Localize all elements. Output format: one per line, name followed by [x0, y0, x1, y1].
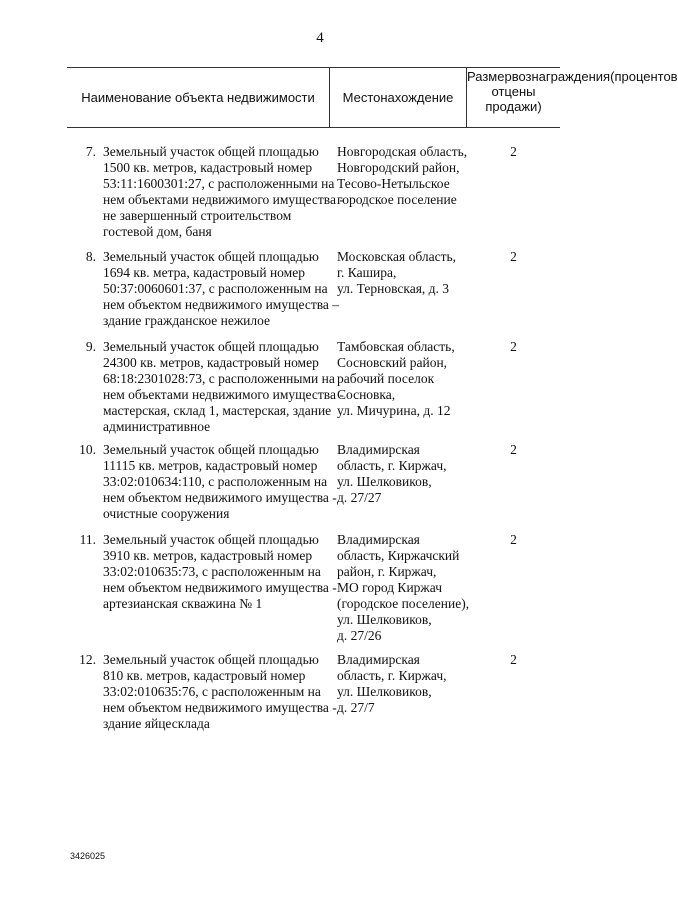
row-number: 10.: [79, 442, 96, 457]
page-number: 4: [316, 30, 324, 46]
text-line: д. 27/7: [337, 700, 375, 715]
object-description: [103, 442, 337, 522]
fee-percent: 2: [510, 532, 517, 547]
text-line: мастерская, склад 1, мастерская, здание: [103, 403, 332, 418]
object-location: [337, 652, 472, 716]
text-line: Владимирская: [337, 532, 420, 547]
text-line: ул. Мичурина, д. 12: [337, 403, 451, 418]
text-line: 33:02:010634:110, с расположенным на: [103, 474, 328, 489]
text-line: Земельный участок общей площадью: [103, 144, 319, 159]
text-line: ул. Шелковиков,: [337, 684, 432, 699]
fee-percent: 2: [510, 442, 517, 457]
text-line: 1694 кв. метра, кадастровый номер: [103, 265, 305, 280]
object-location: [337, 249, 472, 297]
text-line: 1500 кв. метров, кадастровый номер: [103, 160, 313, 175]
fee-percent: 2: [510, 249, 517, 264]
text-line: 24300 кв. метров, кадастровый номер: [103, 355, 319, 370]
object-description: [103, 532, 337, 612]
object-description: [103, 652, 337, 732]
text-line: Земельный участок общей площадью: [103, 442, 319, 457]
text-line: Московская область,: [337, 249, 457, 264]
text-line: очистные сооружения: [103, 506, 230, 521]
table-header-top-rule: [67, 67, 560, 68]
text-line: д. 27/26: [337, 628, 382, 643]
object-description: [103, 249, 340, 329]
row-number: 9.: [85, 339, 96, 354]
text-line: область, Киржачский: [337, 548, 460, 563]
text-line: Сосновка,: [337, 387, 396, 402]
text-line: здание гражданское нежилое: [103, 313, 271, 328]
object-description: [103, 339, 344, 435]
text-line: Земельный участок общей площадью: [103, 339, 319, 354]
text-line: административное: [103, 419, 211, 434]
text-line: д. 27/27: [337, 490, 382, 505]
fee-percent: 2: [510, 652, 517, 667]
text-line: Размер: [467, 69, 512, 84]
row-number: 11.: [79, 532, 96, 547]
text-line: (процентов от: [491, 69, 678, 99]
text-line: нем объектом недвижимого имущества –: [103, 297, 340, 312]
text-line: артезианская скважина № 1: [103, 596, 263, 611]
text-line: 53:11:1600301:27, с расположенными на: [103, 176, 335, 191]
text-line: район, г. Киржач,: [337, 564, 437, 579]
text-line: область, г. Киржач,: [337, 458, 447, 473]
table-header-bottom-rule: [67, 127, 560, 128]
text-line: 810 кв. метров, кадастровый номер: [103, 668, 306, 683]
header-location: [330, 90, 466, 105]
text-line: здание яйцесклада: [103, 716, 210, 731]
text-line: г. Кашира,: [337, 265, 397, 280]
fee-percent: 2: [510, 339, 517, 354]
text-line: область, г. Киржач,: [337, 668, 447, 683]
text-line: цены продажи): [485, 84, 542, 114]
object-location: [337, 339, 472, 419]
text-line: рабочий поселок: [337, 371, 435, 386]
text-line: ул. Шелковиков,: [337, 612, 432, 627]
header-fee-size: [467, 69, 678, 114]
text-line: 68:18:2301028:73, с расположенными на: [103, 371, 335, 386]
text-line: нем объектом недвижимого имущества -: [103, 490, 337, 505]
text-line: Тесово-Нетыльское: [337, 176, 450, 191]
text-line: Наименование объекта недвижимости: [81, 90, 315, 105]
text-line: 3910 кв. метров, кадастровый номер: [103, 548, 313, 563]
object-description: [103, 144, 344, 240]
text-line: нем объектами недвижимого имущества -: [103, 387, 344, 402]
text-line: не завершенный строительством: [103, 208, 292, 223]
text-line: 33:02:010635:73, с расположенным на: [103, 564, 321, 579]
text-line: Сосновский район,: [337, 355, 448, 370]
text-line: Земельный участок общей площадью: [103, 249, 319, 264]
fee-percent: 2: [510, 144, 517, 159]
text-line: МО город Киржач: [337, 580, 442, 595]
text-line: Земельный участок общей площадью: [103, 652, 319, 667]
text-line: Земельный участок общей площадью: [103, 532, 319, 547]
text-line: нем объектами недвижимого имущества -: [103, 192, 344, 207]
header-object-name: [67, 90, 329, 105]
text-line: нем объектом недвижимого имущества -: [103, 580, 337, 595]
text-line: Тамбовская область,: [337, 339, 455, 354]
text-line: ул. Шелковиков,: [337, 474, 432, 489]
text-line: (городское поселение),: [337, 596, 470, 611]
row-number: 8.: [85, 249, 96, 264]
text-line: Владимирская: [337, 652, 420, 667]
row-number: 12.: [79, 652, 96, 667]
text-line: нем объектом недвижимого имущества -: [103, 700, 337, 715]
text-line: ул. Терновская, д. 3: [337, 281, 450, 296]
text-line: 33:02:010635:76, с расположенным на: [103, 684, 321, 699]
text-line: Владимирская: [337, 442, 420, 457]
text-line: городское поселение: [337, 192, 457, 207]
text-line: Новгородская область,: [337, 144, 468, 159]
object-location: [337, 144, 472, 208]
text-line: 50:37:0060601:37, с расположенным на: [103, 281, 328, 296]
document-code: 3426025: [70, 851, 106, 861]
object-location: [337, 442, 472, 506]
row-number: 7.: [85, 144, 96, 159]
text-line: вознаграждения: [511, 69, 611, 84]
object-location: [337, 532, 472, 644]
text-line: 11115 кв. метров, кадастровый номер: [103, 458, 318, 473]
text-line: гостевой дом, баня: [103, 224, 212, 239]
text-line: Новгородский район,: [337, 160, 460, 175]
text-line: Местонахождение: [342, 90, 454, 105]
